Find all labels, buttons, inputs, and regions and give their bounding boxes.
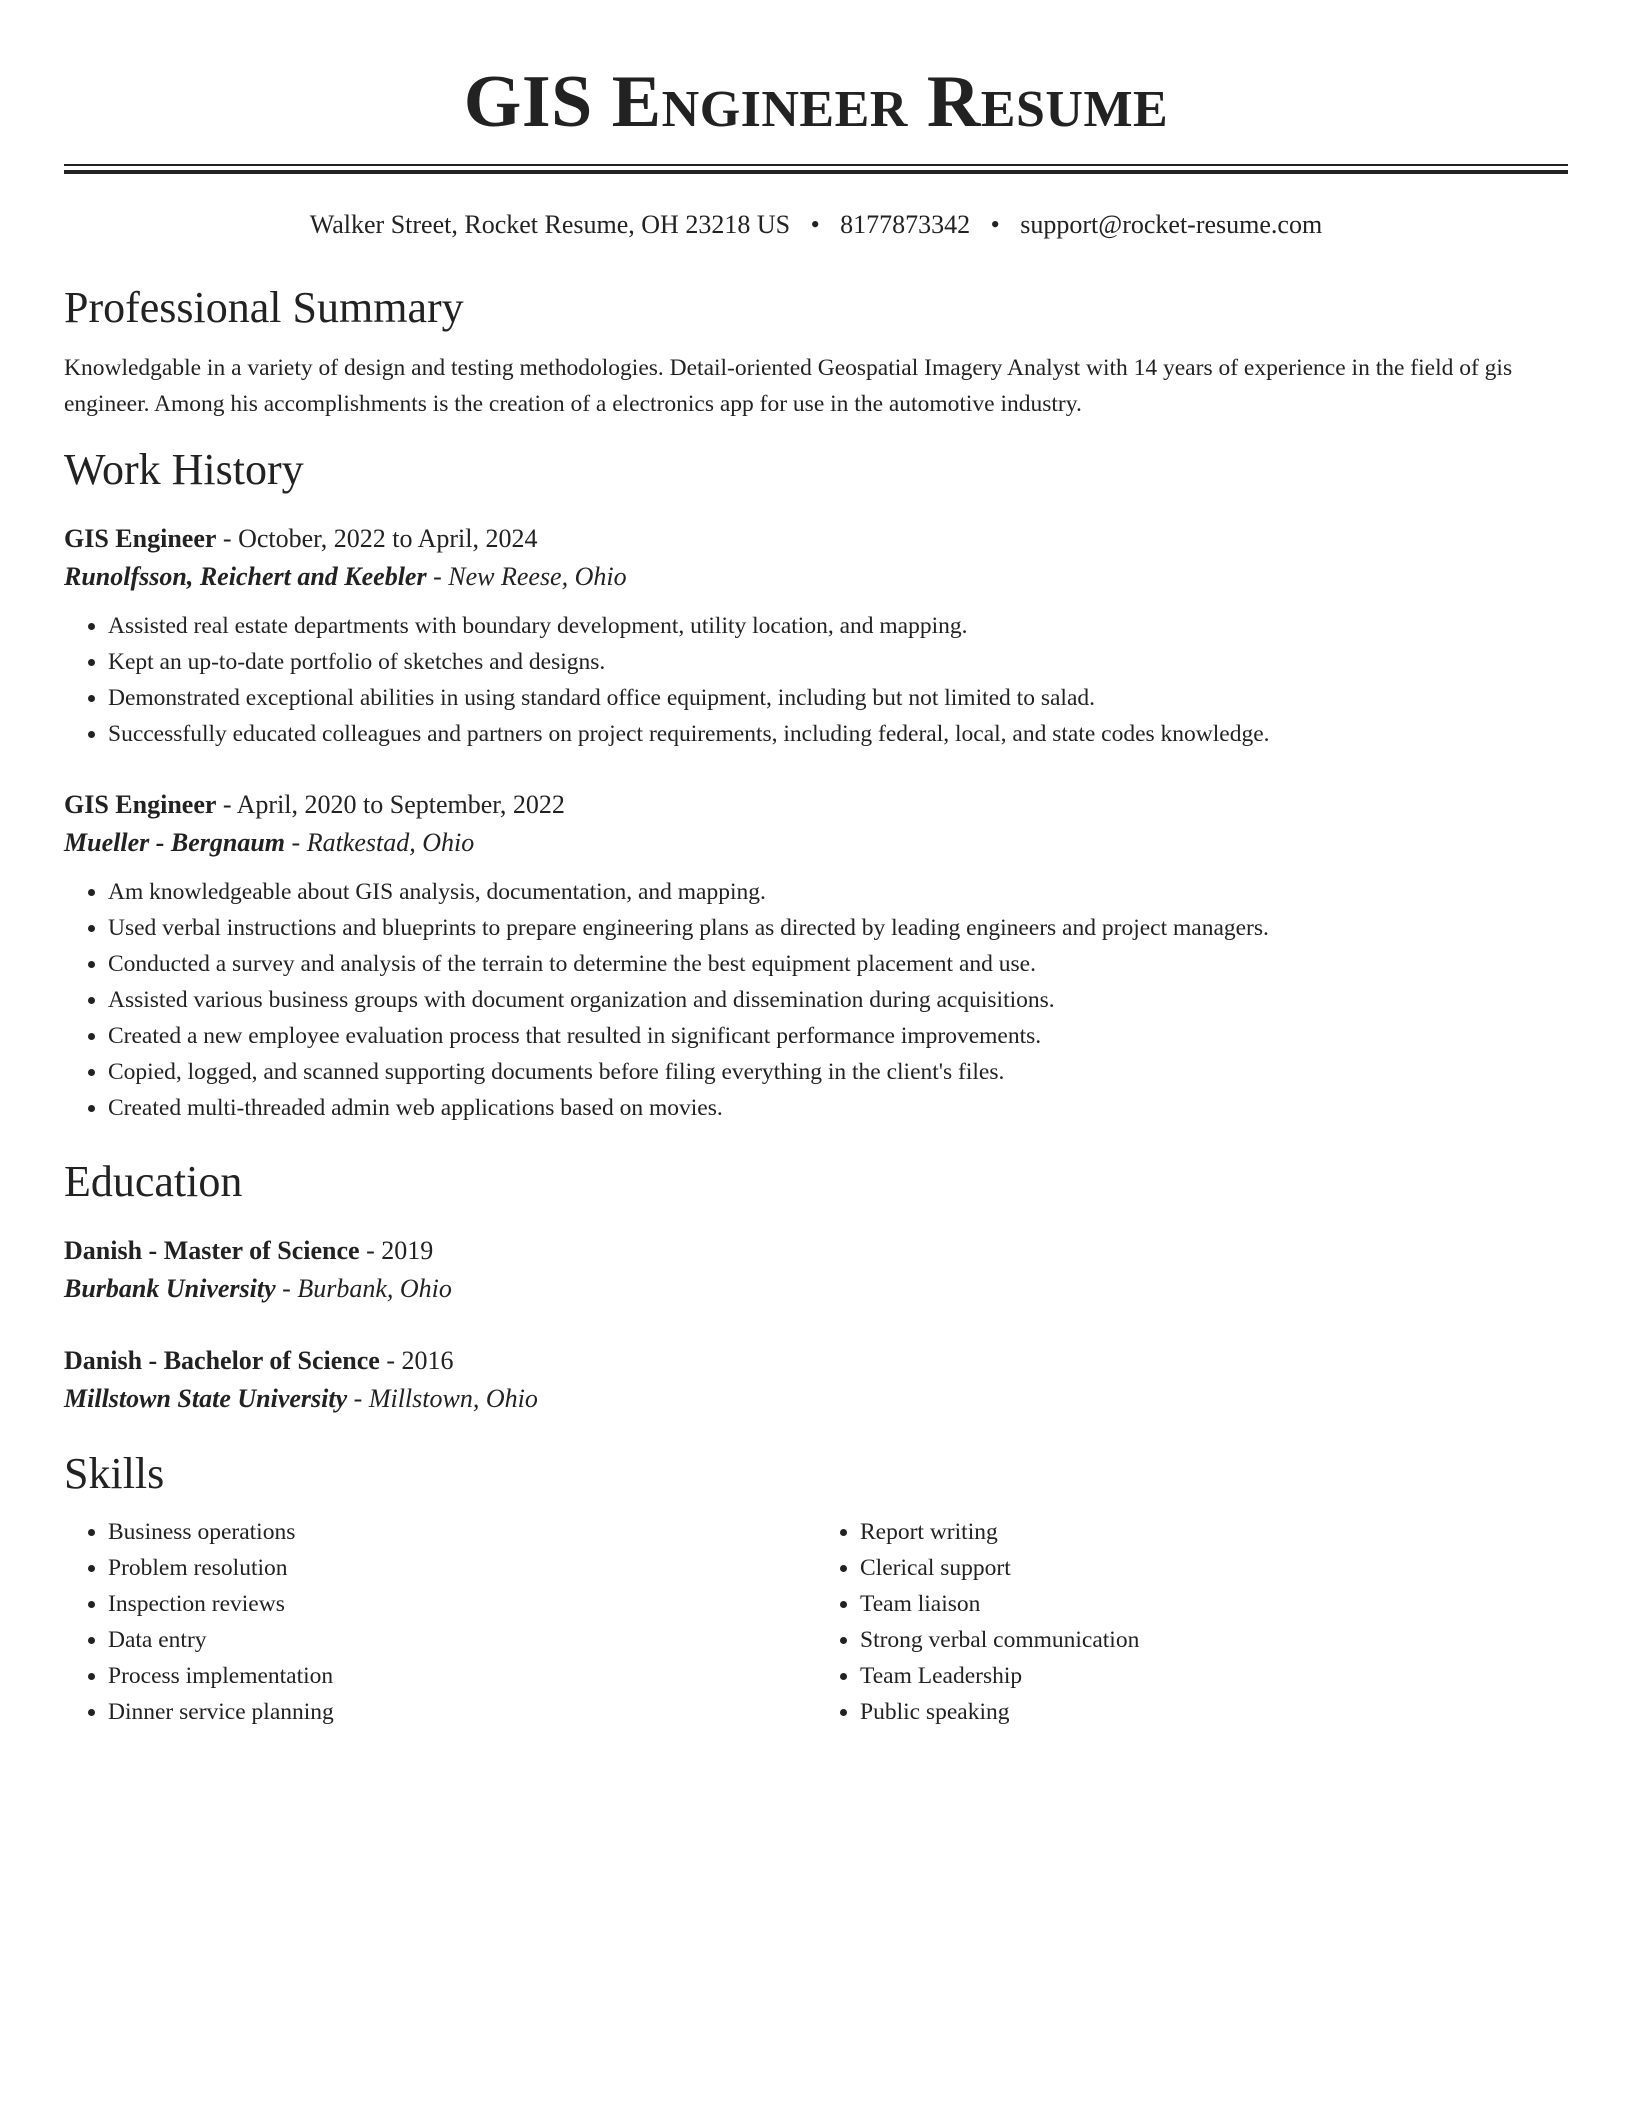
- education-entry: [64, 1232, 1568, 1308]
- education-entry: [64, 1342, 1568, 1418]
- job-dates: - October, 2022 to April, 2024: [216, 524, 538, 553]
- skill-item: • Data entry: [108, 1622, 816, 1658]
- skills-right-column: [816, 1514, 1568, 1730]
- education-school: Burbank University: [64, 1274, 276, 1303]
- job-bullet: • Am knowledgeable about GIS analysis, documentation, and mapping.: [108, 874, 1568, 910]
- job-bullet: • Created a new employee evaluation process that resulted in significant performance improvements.: [108, 1018, 1568, 1054]
- job-entry: [64, 520, 1568, 752]
- skills-left-column: [64, 1514, 816, 1730]
- job-bullet: • Conducted a survey and analysis of the terrain to determine the best equipment placement and use.: [108, 946, 1568, 982]
- job-bullet: • Assisted various business groups with document organization and dissemination during acquisitions.: [108, 982, 1568, 1018]
- job-location: - New Reese, Ohio: [426, 562, 627, 591]
- contact-separator: •: [810, 210, 820, 239]
- contact-phone: 8177873342: [840, 210, 971, 239]
- contact-separator: •: [990, 210, 1000, 239]
- job-dates: - April, 2020 to September, 2022: [216, 790, 565, 819]
- contact-line: [64, 208, 1568, 242]
- contact-address: Walker Street, Rocket Resume, OH 23218 US: [309, 210, 791, 239]
- education-year: - 2016: [379, 1346, 454, 1375]
- education-degree-line: [64, 1232, 1568, 1270]
- work-history-heading: Work History: [64, 445, 304, 494]
- skills-section: [64, 1448, 1568, 1730]
- education-location: - Burbank, Ohio: [275, 1274, 452, 1303]
- education-degree-line: [64, 1342, 1568, 1380]
- skill-item: • Clerical support: [860, 1550, 1568, 1586]
- education-section: [64, 1156, 1568, 1418]
- job-bullet: • Kept an up-to-date portfolio of sketches and designs.: [108, 644, 1568, 680]
- education-school-line: [64, 1380, 1568, 1418]
- education-location: - Millstown, Ohio: [347, 1384, 538, 1413]
- job-bullet: • Successfully educated colleagues and partners on project requirements, including federal, local, and state codes knowledge.: [108, 716, 1568, 752]
- education-year: - 2019: [359, 1236, 434, 1265]
- skill-item: • Strong verbal communication: [860, 1622, 1568, 1658]
- job-company-line: [64, 824, 1568, 862]
- job-title: GIS Engineer: [64, 524, 217, 553]
- skill-item: • Team liaison: [860, 1586, 1568, 1622]
- job-bullet: • Demonstrated exceptional abilities in using standard office equipment, including but not limited to salad.: [108, 680, 1568, 716]
- work-history-section: [64, 444, 1568, 1126]
- job-bullets: [64, 874, 1568, 1126]
- job-entry: [64, 786, 1568, 1126]
- skill-item: • Inspection reviews: [108, 1586, 816, 1622]
- job-location: - Ratkestad, Ohio: [285, 828, 475, 857]
- job-title-line: [64, 520, 1568, 558]
- job-bullet: • Assisted real estate departments with boundary development, utility location, and mapping.: [108, 608, 1568, 644]
- title-divider: [64, 164, 1568, 174]
- skills-columns: [64, 1514, 1568, 1730]
- skill-item: • Team Leadership: [860, 1658, 1568, 1694]
- education-school-line: [64, 1270, 1568, 1308]
- education-degree: Danish - Master of Science: [64, 1236, 360, 1265]
- summary-text: Knowledgable in a variety of design and testing methodologies. Detail-oriented Geospatial Imagery Analyst with 14 years of experience in the field of gis engineer. Among his accomplishments is the creation of a electronics app for use in the automotive industry.: [64, 355, 1513, 417]
- skill-item: • Process implementation: [108, 1658, 816, 1694]
- job-title-line: [64, 786, 1568, 824]
- job-bullet: • Used verbal instructions and blueprints to prepare engineering plans as directed by leading engineers and project managers.: [108, 910, 1568, 946]
- job-company: Runolfsson, Reichert and Keebler: [64, 562, 427, 591]
- job-bullet: • Copied, logged, and scanned supporting documents before filing everything in the client's files.: [108, 1054, 1568, 1090]
- job-title: GIS Engineer: [64, 790, 217, 819]
- job-company-line: [64, 558, 1568, 596]
- job-bullets: [64, 608, 1568, 752]
- summary-heading: Professional Summary: [64, 283, 464, 332]
- skill-item: • Problem resolution: [108, 1550, 816, 1586]
- resume-title: GIS Engineer Resume: [463, 61, 1169, 143]
- job-bullet: • Created multi-threaded admin web applications based on movies.: [108, 1090, 1568, 1126]
- skill-item: • Business operations: [108, 1514, 816, 1550]
- skill-item: • Report writing: [860, 1514, 1568, 1550]
- education-school: Millstown State University: [64, 1384, 348, 1413]
- education-heading: Education: [64, 1157, 243, 1206]
- skills-heading: Skills: [64, 1449, 165, 1498]
- job-company: Mueller - Bergnaum: [64, 828, 286, 857]
- summary-section: [64, 282, 1568, 422]
- skill-item: • Dinner service planning: [108, 1694, 816, 1730]
- skill-item: • Public speaking: [860, 1694, 1568, 1730]
- education-degree: Danish - Bachelor of Science: [64, 1346, 380, 1375]
- contact-email: support@rocket-resume.com: [1020, 210, 1323, 239]
